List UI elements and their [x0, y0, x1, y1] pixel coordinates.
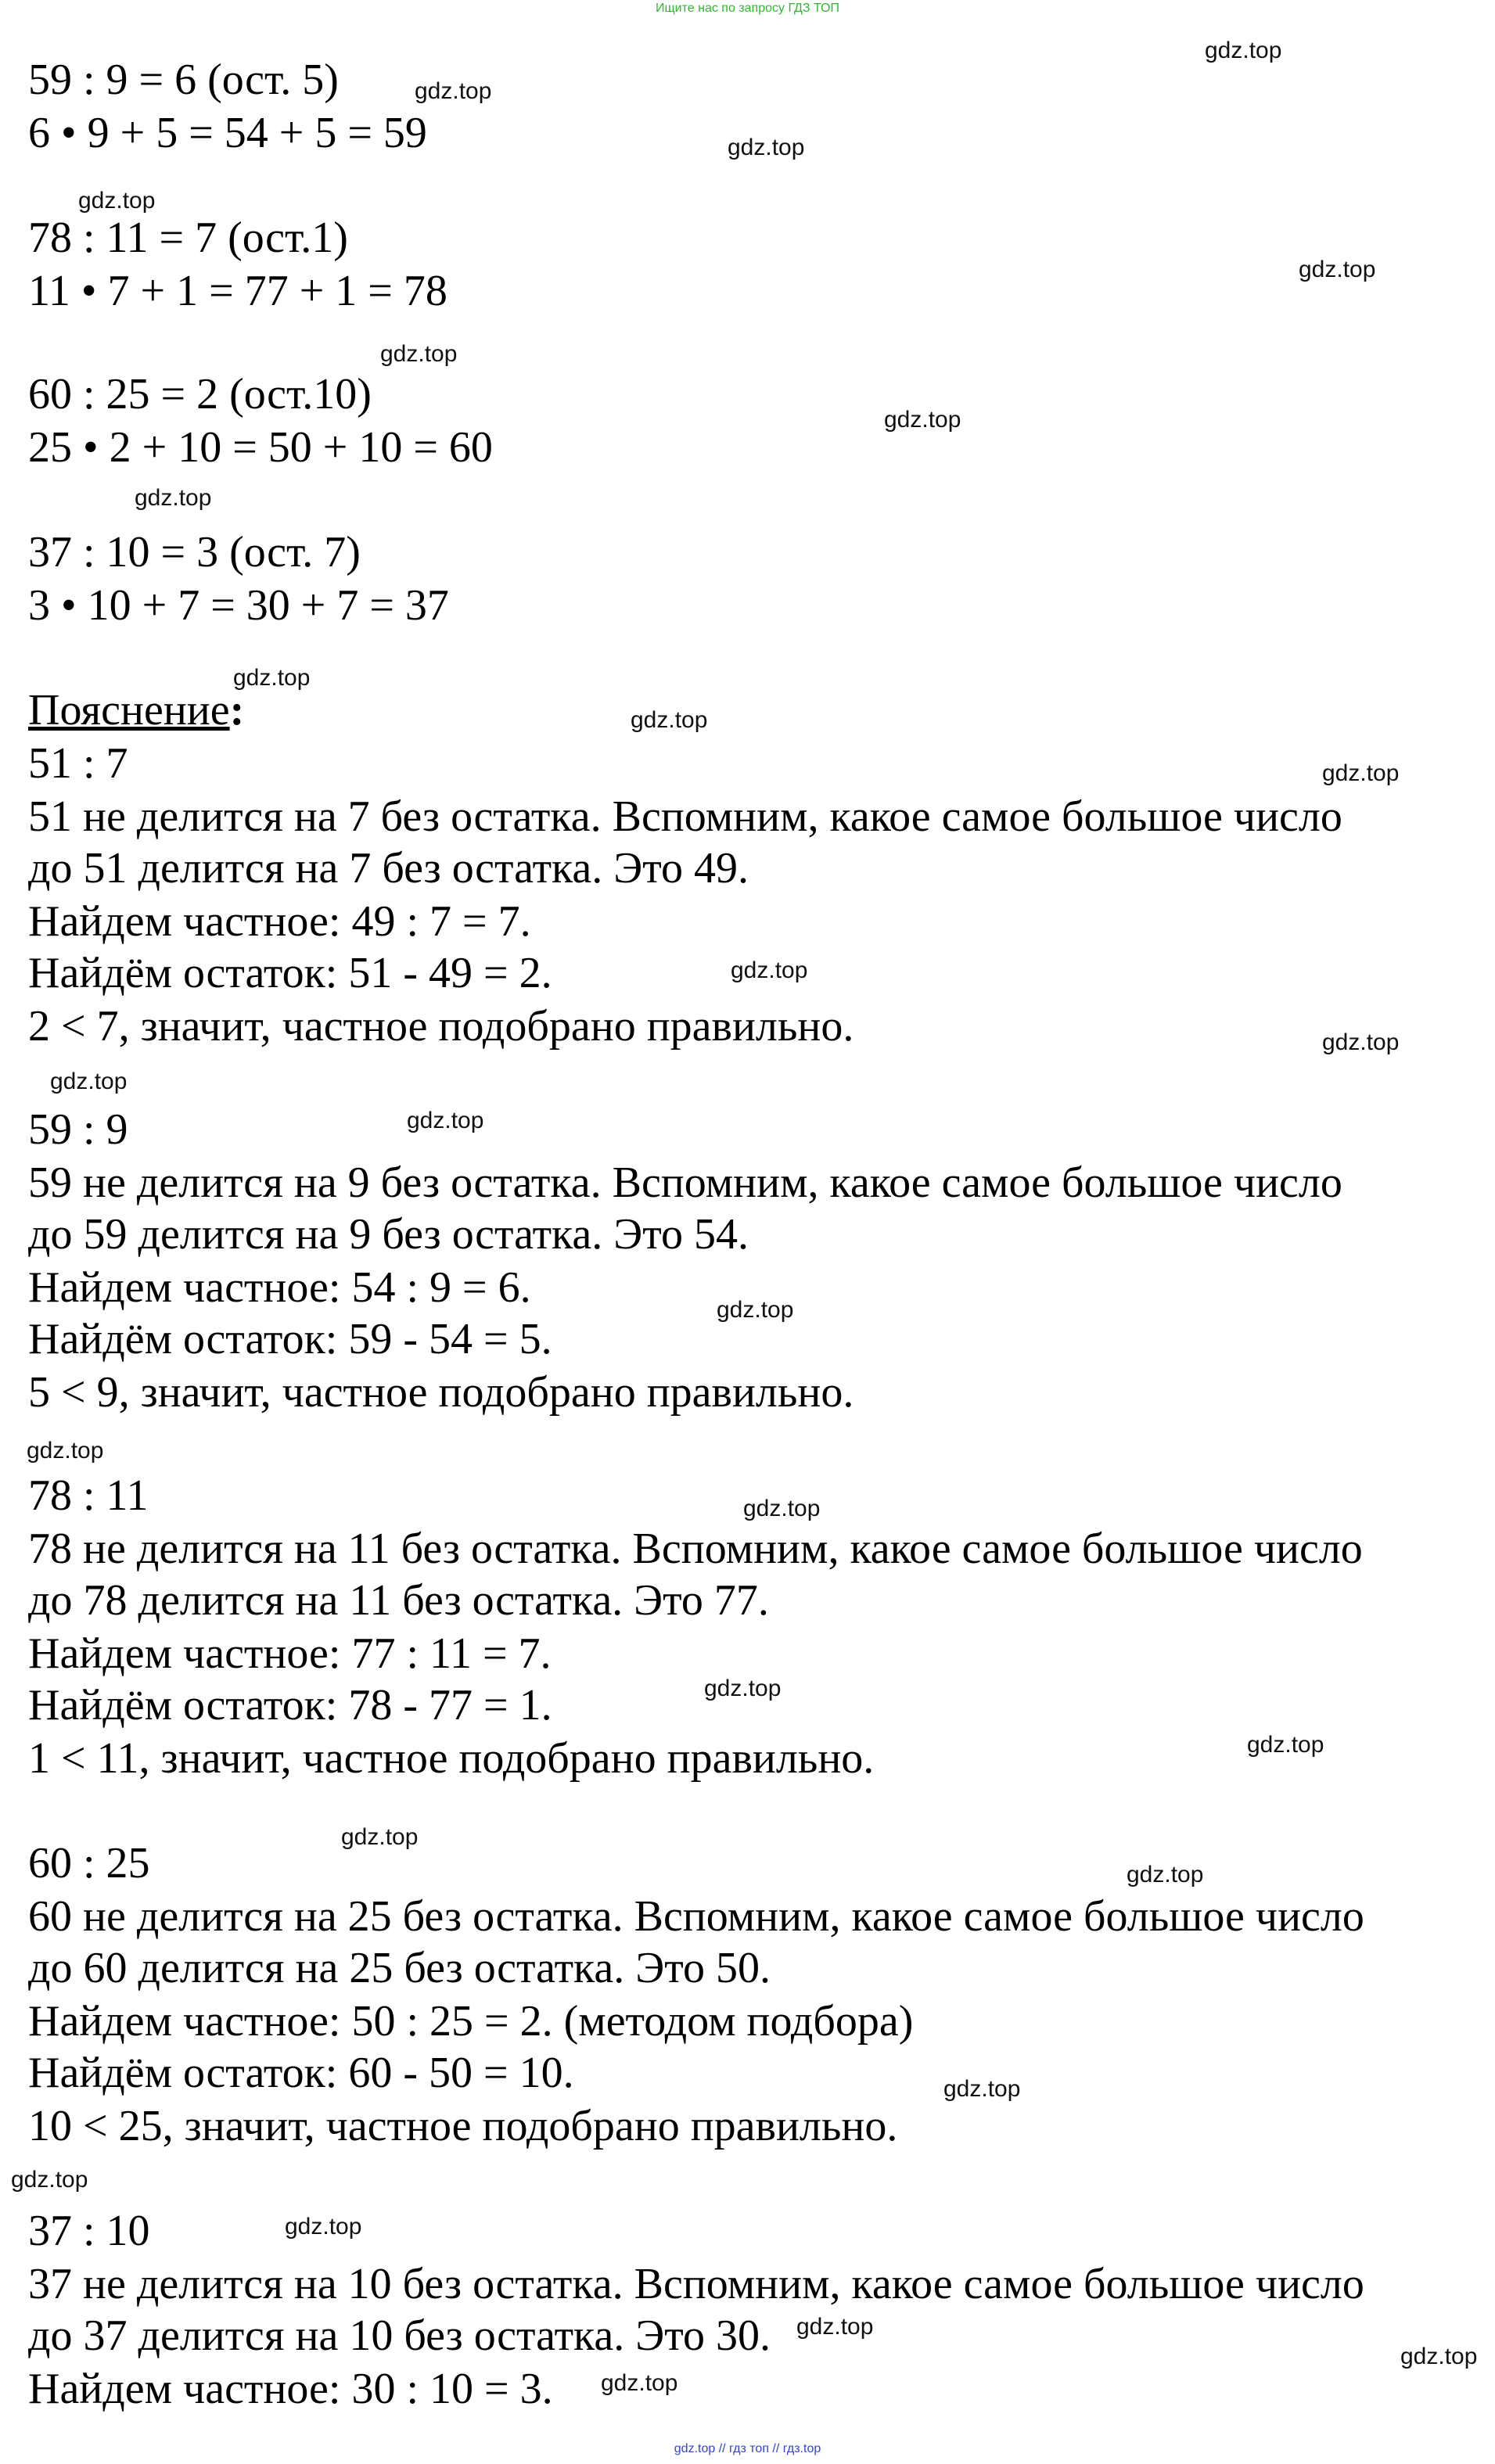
watermark: gdz.top	[943, 2076, 1021, 2102]
explanation-line: 59 не делится на 9 без остатка. Вспомним, какое самое большое число	[28, 1158, 1342, 1207]
watermark: gdz.top	[631, 707, 708, 733]
explanation-line: 51 : 7	[28, 739, 128, 788]
explanation-line: Найдём остаток: 59 - 54 = 5.	[28, 1315, 552, 1363]
watermark: gdz.top	[601, 2370, 678, 2396]
top-banner[interactable]: Ищите нас по запросу ГДЗ ТОП	[656, 2, 839, 15]
explanation-line: Найдем частное: 49 : 7 = 7.	[28, 897, 531, 946]
explanation-line: Найдем частное: 50 : 25 = 2. (методом подбора)	[28, 1997, 914, 2046]
explanation-line: 1 < 11, значит, частное подобрано правильно.	[28, 1734, 875, 1783]
explanation-line: Найдём остаток: 51 - 49 = 2.	[28, 949, 552, 997]
explanation-line: 2 < 7, значит, частное подобрано правильно.	[28, 1002, 854, 1051]
watermark: gdz.top	[380, 341, 458, 367]
explanation-line: до 37 делится на 10 без остатка. Это 30.	[28, 2311, 771, 2360]
equation-line: 60 : 25 = 2 (ост.10)	[28, 370, 372, 418]
watermark: gdz.top	[1322, 1029, 1400, 1055]
watermark: gdz.top	[341, 1824, 419, 1850]
explanation-heading	[28, 685, 244, 735]
explanation-line: до 78 делится на 11 без остатка. Это 77.	[28, 1576, 769, 1625]
watermark: gdz.top	[728, 135, 805, 160]
explanation-line: до 59 делится на 9 без остатка. Это 54.	[28, 1210, 749, 1259]
watermark: gdz.top	[717, 1297, 794, 1323]
explanation-line: 78 не делится на 11 без остатка. Вспомним, какое самое большое число	[28, 1525, 1363, 1573]
watermark: gdz.top	[731, 957, 808, 983]
watermark: gdz.top	[233, 665, 311, 691]
watermark: gdz.top	[1247, 1732, 1324, 1758]
explanation-line: 37 не делится на 10 без остатка. Вспомним, какое самое большое число	[28, 2260, 1364, 2308]
watermark: gdz.top	[27, 1438, 104, 1464]
equation-line: 25 • 2 + 10 = 50 + 10 = 60	[28, 423, 493, 472]
watermark: gdz.top	[11, 2167, 88, 2193]
watermark: gdz.top	[1322, 760, 1400, 786]
watermark: gdz.top	[78, 188, 156, 214]
footer-links[interactable]: gdz.top // гдз топ // гдз.top	[674, 2442, 821, 2455]
equation-line: 37 : 10 = 3 (ост. 7)	[28, 528, 361, 576]
equation-line: 78 : 11 = 7 (ост.1)	[28, 214, 348, 262]
explanation-line: Найдем частное: 54 : 9 = 6.	[28, 1263, 531, 1312]
watermark: gdz.top	[50, 1069, 128, 1094]
watermark: gdz.top	[704, 1676, 782, 1701]
watermark: gdz.top	[415, 78, 492, 104]
explanation-line: 10 < 25, значит, частное подобрано правильно.	[28, 2102, 898, 2150]
watermark: gdz.top	[796, 2314, 874, 2340]
equation-line: 3 • 10 + 7 = 30 + 7 = 37	[28, 581, 449, 630]
explanation-line: 60 : 25	[28, 1839, 150, 1888]
explanation-line: 5 < 9, значит, частное подобрано правильно.	[28, 1368, 854, 1417]
heading-colon: :	[229, 686, 245, 735]
watermark: gdz.top	[1205, 38, 1282, 63]
explanation-line: до 60 делится на 25 без остатка. Это 50.	[28, 1944, 771, 1992]
explanation-line: Найдем частное: 30 : 10 = 3.	[28, 2365, 553, 2413]
equation-line: 6 • 9 + 5 = 54 + 5 = 59	[28, 109, 427, 157]
explanation-line: Найдём остаток: 60 - 50 = 10.	[28, 2049, 574, 2097]
explanation-line: Найдём остаток: 78 - 77 = 1.	[28, 1681, 552, 1729]
watermark: gdz.top	[884, 407, 961, 433]
explanation-line: 60 не делится на 25 без остатка. Вспомним, какое самое большое число	[28, 1892, 1364, 1941]
explanation-line: до 51 делится на 7 без остатка. Это 49.	[28, 844, 749, 893]
explanation-line: 78 : 11	[28, 1471, 149, 1520]
watermark: gdz.top	[407, 1108, 484, 1133]
explanation-line: 59 : 9	[28, 1105, 128, 1154]
watermark: gdz.top	[1299, 257, 1376, 282]
watermark: gdz.top	[135, 485, 212, 511]
equation-line: 59 : 9 = 6 (ост. 5)	[28, 56, 339, 104]
watermark: gdz.top	[1400, 2344, 1478, 2369]
explanation-line: 37 : 10	[28, 2207, 150, 2255]
heading-text: Пояснение	[28, 686, 230, 735]
watermark: gdz.top	[743, 1496, 821, 1521]
equation-line: 11 • 7 + 1 = 77 + 1 = 78	[28, 267, 447, 315]
watermark: gdz.top	[1127, 1862, 1204, 1888]
explanation-line: 51 не делится на 7 без остатка. Вспомним, какое самое большое число	[28, 792, 1342, 841]
explanation-line: Найдем частное: 77 : 11 = 7.	[28, 1629, 552, 1678]
watermark: gdz.top	[285, 2214, 362, 2240]
